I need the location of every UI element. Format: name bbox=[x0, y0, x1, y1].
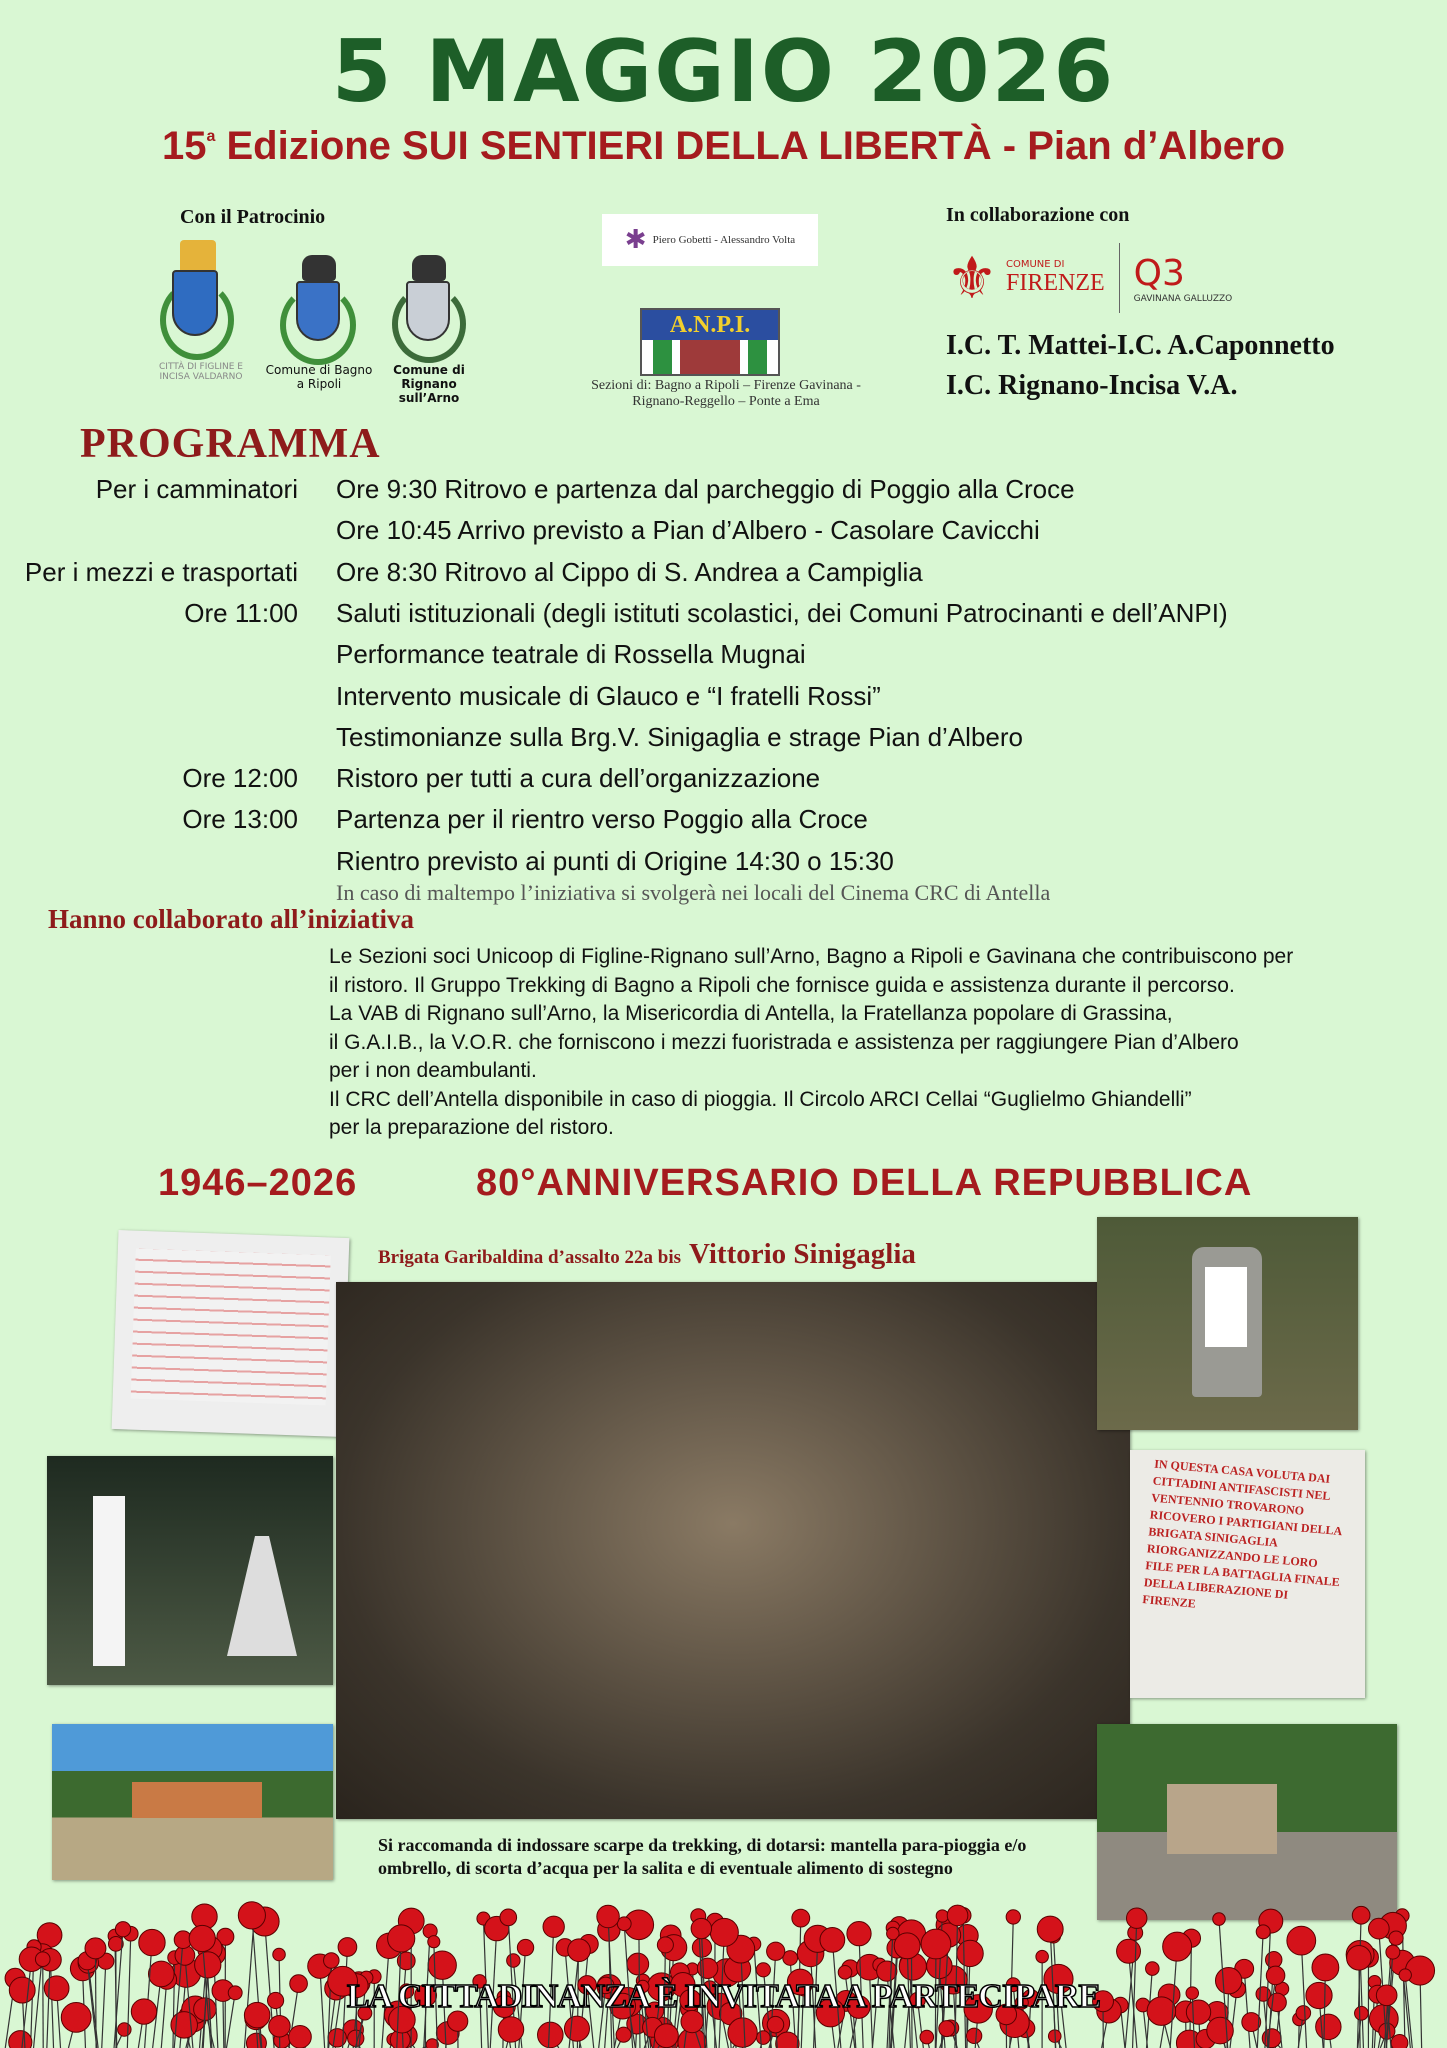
poppy-flower bbox=[517, 1939, 533, 1955]
poppy-flower bbox=[654, 2024, 678, 2048]
poppy-flower bbox=[269, 2015, 290, 2036]
edition-number: 15 bbox=[161, 124, 207, 168]
poppy-flower bbox=[189, 1925, 215, 1951]
poppy-flower bbox=[691, 1918, 711, 1938]
poppy-flower bbox=[1006, 1910, 1020, 1924]
poppy-flower bbox=[35, 1952, 50, 1967]
invitation-footer: LA CITTADINANZA È INVITATA A PARTECIPARE bbox=[346, 1978, 1101, 2015]
program-text: Partenza per il rientro verso Poggio alla Croce bbox=[336, 804, 868, 835]
poppy-flower bbox=[9, 2031, 32, 2048]
poppy-flower bbox=[820, 1927, 845, 1952]
poppy-flower bbox=[1389, 1931, 1403, 1945]
program-text: Performance teatrale di Rossella Mugnai bbox=[336, 639, 806, 670]
school-logo-gobetti-volta: ✱ Piero Gobetti - Alessandro Volta bbox=[602, 214, 818, 266]
star-logo-icon: ✱ bbox=[624, 225, 647, 254]
poppy-flower bbox=[568, 1939, 591, 1962]
program-row bbox=[0, 763, 1447, 804]
poppy-flower bbox=[1146, 1962, 1160, 1976]
poppy-flower bbox=[1037, 1916, 1063, 1942]
program-text: Ore 8:30 Ritrovo al Cippo di S. Andrea a Campiglia bbox=[336, 556, 923, 587]
collaborators-line: Le Sezioni soci Unicoop di Figline-Rignano sull’Arno, Bagno a Ripoli e Gavinana che contribuiscono per bbox=[329, 945, 1294, 968]
recommendation-text: Si raccomanda di indossare scarpe da trekking, di dotarsi: mantella para-pioggia e/o ombrello, di scorta d’acqua per la salita e di eventuale alimento di sostegno bbox=[372, 1826, 1092, 1888]
program-row bbox=[0, 557, 1447, 598]
poppy-flower bbox=[139, 1929, 165, 1955]
program-row bbox=[0, 474, 1447, 515]
collaborators-line: il ristoro. Il Gruppo Trekking di Bagno a Ripoli che fornisce guida e assistenza durante il percorso. bbox=[329, 973, 1235, 997]
poppy-flower bbox=[920, 2030, 934, 2044]
program-row bbox=[0, 598, 1447, 639]
poppy-flower bbox=[767, 1942, 785, 1960]
program-row bbox=[0, 639, 1447, 680]
poppy-flower bbox=[957, 1940, 983, 1966]
poppy-flower bbox=[324, 1953, 340, 1969]
patronage-label: Con il Patrocinio bbox=[180, 206, 326, 228]
poppy-flower bbox=[1213, 1913, 1226, 1926]
poppy-flower bbox=[947, 1905, 968, 1926]
poppy-flower bbox=[195, 1952, 221, 1978]
program-text: Ore 10:45 Arrivo previsto a Pian d’Albero - Casolare Cavicchi bbox=[336, 515, 1040, 546]
collaboration-label: In collaborazione con bbox=[946, 204, 1130, 226]
collaborators-line: Il CRC dell’Antella disponibile in caso di pioggia. Il Circolo ARCI Cellai “Guglielmo Ghiandelli” bbox=[329, 1087, 1192, 1111]
poppy-flower bbox=[657, 1937, 673, 1953]
poppy-flower bbox=[273, 1948, 286, 1961]
poppy-flower bbox=[1347, 1946, 1372, 1971]
poppy-flower bbox=[498, 2017, 523, 2042]
program-text: Ore 9:30 Ritrovo e partenza dal parcheggio di Poggio alla Croce bbox=[336, 474, 1075, 504]
anpi-sections: Sezioni di: Bagno a Ripoli – Firenze Gavinana - Rignano-Reggello – Ponte a Ema bbox=[591, 378, 861, 409]
program-label: Per i camminatori bbox=[95, 474, 298, 504]
poppy-flower bbox=[627, 1953, 649, 1975]
collaborators-line: La VAB di Rignano sull’Arno, la Misericordia di Antella, la Fratellanza popolare di Grassina, bbox=[329, 1002, 1173, 1025]
poppy-flower bbox=[500, 1909, 517, 1926]
poppy-flower bbox=[894, 1933, 920, 1959]
program-text: Ristoro per tutti a cura dell’organizzazione bbox=[336, 763, 821, 794]
fleur-de-lis-icon: ⚜ bbox=[946, 244, 998, 312]
poppy-flower bbox=[1312, 1954, 1339, 1981]
monument-photo bbox=[47, 1456, 333, 1685]
poppy-flower bbox=[238, 1902, 265, 1929]
poppy-flower bbox=[936, 1910, 948, 1922]
poppy-flower bbox=[538, 2022, 564, 2048]
farmhouse-photo bbox=[52, 1724, 333, 1880]
poppy-flower bbox=[1036, 1950, 1049, 1963]
edition-text: Edizione SUI SENTIERI DELLA LIBERTÀ - Pian d’Albero bbox=[215, 124, 1286, 168]
program-row bbox=[0, 804, 1447, 845]
poppy-flower bbox=[756, 2031, 770, 2045]
collaborators-heading: Hanno collaborato all’iniziativa bbox=[48, 904, 415, 934]
program-row bbox=[0, 515, 1447, 556]
program-label: Ore 11:00 bbox=[184, 597, 298, 628]
crest-figline: CITTÀ DI FIGLINE E INCISA VALDARNO bbox=[158, 240, 248, 400]
brigata-caption: Brigata Garibaldina d’assalto 22a bis Vittorio Sinigaglia bbox=[378, 1238, 916, 1270]
poppy-flower bbox=[1256, 1925, 1270, 1939]
anniversary-text: 80°ANNIVERSARIO DELLA REPUBBLICA bbox=[476, 1162, 1253, 1204]
poppy-flower bbox=[85, 1938, 106, 1959]
plaque-photo-right: IN QUESTA CASA VOLUTA DAI CITTADINI ANTIFASCISTI NEL VENTENNIO TROVARONO RICOVERO I PARTIGIANI DELLA BRIGATA SINIGAGLIA RIORGANIZZANDO LE LORO FILE PER LA BATTAGLIA FINALE DELLA LIBERAZIONE DI FIRENZE bbox=[1130, 1450, 1365, 1698]
anpi-logo: A.N.P.I. bbox=[640, 308, 780, 376]
poppy-flower bbox=[428, 1951, 456, 1979]
partisans-group-photo bbox=[336, 1282, 1130, 1819]
poppy-flower bbox=[1368, 1918, 1389, 1939]
poppy-flower bbox=[115, 1922, 130, 1937]
poppy-flower bbox=[1391, 2034, 1408, 2048]
school-name: I.C. Rignano-Incisa V.A. bbox=[946, 370, 1238, 401]
poppy-flower bbox=[728, 2018, 757, 2047]
plaque-photo-left bbox=[112, 1230, 350, 1437]
poppy-flower bbox=[966, 2028, 981, 2043]
poppy-flower bbox=[1265, 1952, 1281, 1968]
rain-note: In caso di maltempo l’iniziativa si svolgerà nei locali del Cinema CRC di Antella bbox=[336, 880, 1051, 905]
collaborators-text bbox=[329, 943, 1439, 1143]
poppy-flower bbox=[1126, 1908, 1146, 1928]
poppy-flower bbox=[543, 1916, 564, 1937]
program-text: Testimonianze sulla Brg.V. Sinigaglia e strage Pian d’Albero bbox=[336, 721, 1023, 752]
poppy-flower bbox=[388, 1925, 415, 1952]
program-label: Ore 13:00 bbox=[182, 804, 298, 835]
poppy-flower bbox=[1352, 1906, 1370, 1924]
program-text: Intervento musicale di Glauco e “I fratelli Rossi” bbox=[336, 680, 881, 711]
collaborators-line: per i non deambulanti. bbox=[329, 1059, 537, 1082]
poppy-flower bbox=[1316, 2014, 1341, 2039]
poppy-flower bbox=[118, 2023, 131, 2036]
comune-firenze-logo: ⚜ COMUNE DI FIRENZE Q3 GAVINANA GALLUZZO bbox=[946, 244, 1233, 312]
flag-stripes bbox=[642, 340, 778, 374]
event-date: 5 MAGGIO 2026 bbox=[331, 22, 1116, 122]
poppy-flower bbox=[1287, 1926, 1316, 1955]
poppy-flower bbox=[616, 2027, 631, 2042]
collaborators-line: per la preparazione del ristoro. bbox=[329, 1116, 614, 1139]
programma-heading: PROGRAMMA bbox=[80, 421, 381, 467]
collaborators-line: il G.A.I.B., la V.O.R. che forniscono i mezzi fuoristrada e assistenza per raggiungere Pian d’Albero bbox=[329, 1030, 1239, 1054]
program-text: Saluti istituzionali (degli istituti scolastici, dei Comuni Patrocinanti e dell’ANPI) bbox=[336, 597, 1228, 628]
poppy-flower bbox=[1117, 1939, 1141, 1963]
poppy-flower bbox=[710, 1918, 738, 1946]
program-row bbox=[0, 681, 1447, 722]
event-subtitle bbox=[0, 124, 1447, 169]
poppy-flower bbox=[564, 2016, 589, 2041]
program-row bbox=[0, 722, 1447, 763]
crest-rignano: Comune di Rignano sull’Arno bbox=[382, 255, 492, 405]
program-text: Rientro previsto ai punti di Origine 14:30 o 15:30 bbox=[336, 845, 894, 876]
poppy-flower bbox=[847, 1922, 871, 1946]
poppy-flower bbox=[1163, 1932, 1192, 1961]
poppy-flower bbox=[921, 1929, 951, 1959]
program-label: Per i mezzi e trasportati bbox=[24, 556, 298, 587]
poppy-flower bbox=[507, 1954, 520, 1967]
poppy-flower bbox=[1386, 1945, 1400, 1959]
anniversary-years: 1946–2026 bbox=[158, 1162, 358, 1204]
memorial-stone-photo bbox=[1097, 1217, 1358, 1430]
poppy-flower bbox=[767, 2016, 784, 2033]
poppy-flower bbox=[939, 2021, 955, 2037]
poppy-flower bbox=[428, 1936, 440, 1948]
program-label: Ore 12:00 bbox=[182, 763, 298, 794]
poppy-flower bbox=[756, 1963, 770, 1977]
poppy-flower bbox=[338, 1938, 357, 1957]
poppies-decoration bbox=[0, 1860, 1447, 2048]
poppy-flower bbox=[289, 2026, 312, 2048]
poppy-flower bbox=[597, 1905, 619, 1927]
poppy-flower bbox=[1207, 2017, 1234, 2044]
crest-bagno-a-ripoli: Comune di Bagno a Ripoli bbox=[270, 255, 380, 405]
poppy-flower bbox=[792, 1909, 810, 1927]
edition-sup: a bbox=[206, 128, 216, 145]
school-name: I.C. T. Mattei-I.C. A.Caponnetto bbox=[946, 330, 1335, 361]
